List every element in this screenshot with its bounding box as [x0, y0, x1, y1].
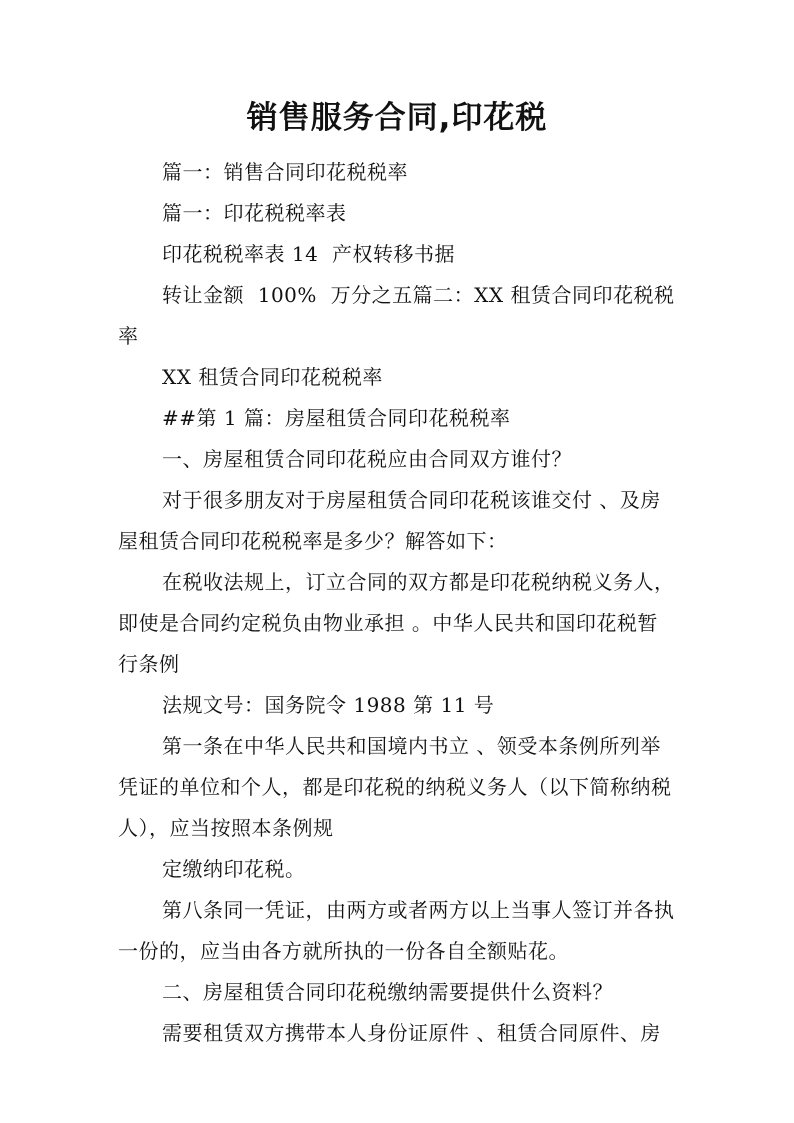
document-body	[118, 152, 678, 1054]
paragraph: 法规文号：国务院令 1988 第 11 号	[162, 693, 495, 717]
paragraph: 定缴纳印花税。	[162, 857, 306, 881]
document-title: 销售服务合同,印花税	[246, 100, 548, 136]
paragraph: 在税收法规上，订立合同的双方都是印花税纳税义务人，即使是合同约定税负由物业承担 。中华人民共和国印花税暂行条例	[118, 570, 675, 676]
paragraph: XX 租赁合同印花税税率	[162, 365, 383, 389]
paragraph: 篇一：印花税税率表	[162, 201, 347, 225]
paragraph: 一、房屋租赁合同印花税应由合同双方谁付？	[162, 447, 572, 471]
paragraph: 二、房屋租赁合同印花税缴纳需要提供什么资料？	[162, 980, 613, 1004]
paragraph: 第一条在中华人民共和国境内书立 、领受本条例所列举凭证的单位和个人，都是印花税的纳税义务人（以下简称纳税人），应当按照本条例规	[118, 734, 672, 840]
paragraph: 篇一：销售合同印花税税率	[162, 160, 408, 184]
paragraph: 转让金额 100% 万分之五篇二：XX 租赁合同印花税税率	[118, 283, 675, 348]
paragraph: ##第 1 篇：房屋租赁合同印花税税率	[162, 406, 511, 430]
paragraph: 需要租赁双方携带本人身份证原件 、租赁合同原件、房	[162, 1021, 661, 1045]
paragraph: 对于很多朋友对于房屋租赁合同印花税该谁交付 、及房屋租赁合同印花税税率是多少？解答如下：	[118, 488, 661, 553]
paragraph: 印花税税率表 14 产权转移书据	[162, 242, 456, 266]
paragraph: 第八条同一凭证，由两方或者两方以上当事人签订并各执一份的，应当由各方就所执的一份各自全额贴花。	[118, 898, 675, 963]
